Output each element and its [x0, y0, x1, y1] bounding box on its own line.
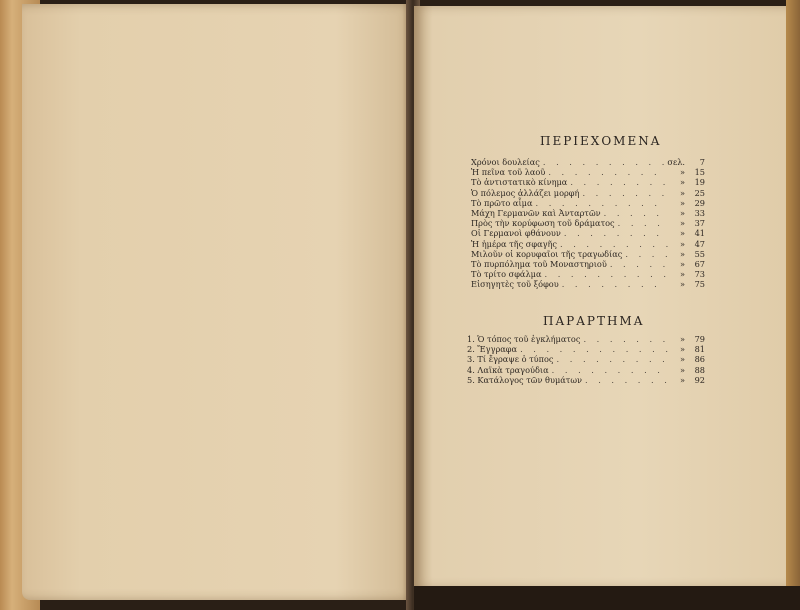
toc-entry: [471, 228, 705, 238]
page-marker: »: [679, 248, 685, 259]
page-marker: »: [679, 269, 685, 280]
page-marker: »: [679, 279, 685, 290]
page-marker: σελ.: [667, 157, 685, 167]
toc-entry: [471, 269, 705, 279]
toc-entry: [471, 259, 705, 269]
dot-leader: [552, 365, 668, 375]
toc-entry: [471, 167, 705, 177]
entry-title: Ἡ πεῖνα τοῦ λαοῦ: [471, 167, 546, 178]
entry-title: Οἱ Γερμανοὶ φθάνουν: [471, 228, 561, 239]
page-marker: »: [679, 187, 685, 198]
toc-entry: [471, 218, 705, 228]
dot-leader: [618, 218, 668, 228]
page-number: 75: [694, 279, 705, 290]
dot-leader: [543, 157, 664, 167]
page-number: 7: [699, 157, 705, 167]
page-number: 81: [694, 344, 705, 355]
dot-leader: [582, 188, 668, 198]
dot-leader: [604, 208, 668, 218]
page-number: 29: [694, 197, 705, 208]
entry-title: Μάχη Γερμανῶν καὶ Ἀνταρτῶν: [471, 207, 601, 218]
page-marker: »: [679, 258, 685, 269]
page-number: 67: [694, 258, 705, 269]
appendix-heading: ΠΑΡΑΡΤΗΜΑ: [543, 314, 645, 328]
toc-entry: [467, 365, 705, 375]
entry-title: Ἡ ἡμέρα τῆς σφαγῆς: [471, 238, 557, 249]
entry-title: Χρόνοι δουλείας: [471, 157, 540, 167]
book-edge-right: [786, 0, 800, 610]
toc-entry: [467, 334, 705, 344]
entry-title: Μιλοῦν οἱ κορυφαῖοι τῆς τραγωδίας: [471, 248, 623, 259]
dot-leader: [564, 228, 668, 238]
page-number: 19: [694, 177, 705, 188]
page-number: 86: [694, 354, 705, 365]
entry-title: 1. Ὁ τόπος τοῦ ἐγκλήματος: [467, 334, 581, 344]
page-number: 15: [694, 167, 705, 178]
page-number: 33: [694, 207, 705, 218]
page-marker: »: [679, 197, 685, 208]
page-number: 73: [694, 269, 705, 280]
page-marker: »: [679, 344, 685, 355]
toc-entry: [471, 208, 705, 218]
page-marker: »: [679, 167, 685, 178]
toc-entry: [471, 157, 705, 167]
entry-title: Ὁ πόλεμος ἀλλάζει μορφή: [471, 187, 580, 198]
page-marker: »: [679, 218, 685, 229]
dot-leader: [520, 344, 668, 354]
dot-leader: [583, 334, 668, 344]
dot-leader: [562, 279, 668, 289]
right-page: [414, 6, 789, 588]
page-number: 92: [694, 374, 705, 385]
toc-entry: [471, 188, 705, 198]
entry-title: 4. Λαϊκὰ τραγούδια: [467, 364, 549, 375]
entry-title: Τὸ τρίτο σφάλμα: [471, 269, 542, 280]
dot-leader: [585, 375, 668, 385]
dot-leader: [557, 354, 668, 364]
dot-leader: [545, 269, 669, 279]
dot-leader: [570, 177, 668, 187]
contents-heading: ΠΕΡΙΕΧΟΜΕΝΑ: [540, 134, 662, 148]
toc-entry: [467, 354, 705, 364]
dot-leader: [610, 259, 668, 269]
entry-title: 2. Ἔγγραφα: [467, 344, 518, 355]
page-marker: »: [679, 238, 685, 249]
page-marker: »: [679, 374, 685, 385]
toc-entry: [471, 198, 705, 208]
contents-list: [471, 157, 705, 289]
dot-leader: [536, 198, 668, 208]
dot-leader: [548, 167, 668, 177]
entry-title: Πρὸς τὴν κορύφωση τοῦ δράματος: [471, 218, 615, 229]
toc-entry: [471, 239, 705, 249]
entry-title: Τὸ πυρπόλημα τοῦ Μοναστηριοῦ: [471, 258, 607, 269]
page-number: 47: [694, 238, 705, 249]
toc-entry: [467, 344, 705, 354]
toc-entry: [471, 279, 705, 289]
page-number: 25: [694, 187, 705, 198]
entry-title: 5. Κατάλογος τῶν θυμάτων: [467, 374, 582, 385]
page-marker: »: [679, 207, 685, 218]
toc-entry: [467, 375, 705, 385]
page-number: 37: [694, 218, 705, 229]
page-number: 41: [694, 228, 705, 239]
toc-entry: [471, 249, 705, 259]
page-marker: »: [679, 334, 685, 344]
dot-leader: [625, 249, 668, 259]
page-marker: »: [679, 364, 685, 375]
page-number: 55: [694, 248, 705, 259]
background-bottom: [414, 586, 800, 610]
page-number: 88: [694, 364, 705, 375]
entry-title: Εἰσηγητὲς τοῦ ξόφου: [471, 279, 559, 290]
page-marker: »: [679, 228, 685, 239]
entry-title: Τὸ πρῶτο αἷμα: [471, 197, 533, 208]
page-marker: »: [679, 354, 685, 365]
page-number: 79: [694, 334, 705, 344]
entry-title: Τὸ ἀντιστατικὸ κίνημα: [471, 177, 568, 188]
entry-title: 3. Τί ἔγραψε ὁ τύπος: [467, 354, 554, 365]
appendix-list: [467, 334, 705, 385]
page-marker: »: [679, 177, 685, 188]
toc-entry: [471, 177, 705, 187]
dot-leader: [560, 239, 668, 249]
left-page-blank: [22, 4, 414, 600]
